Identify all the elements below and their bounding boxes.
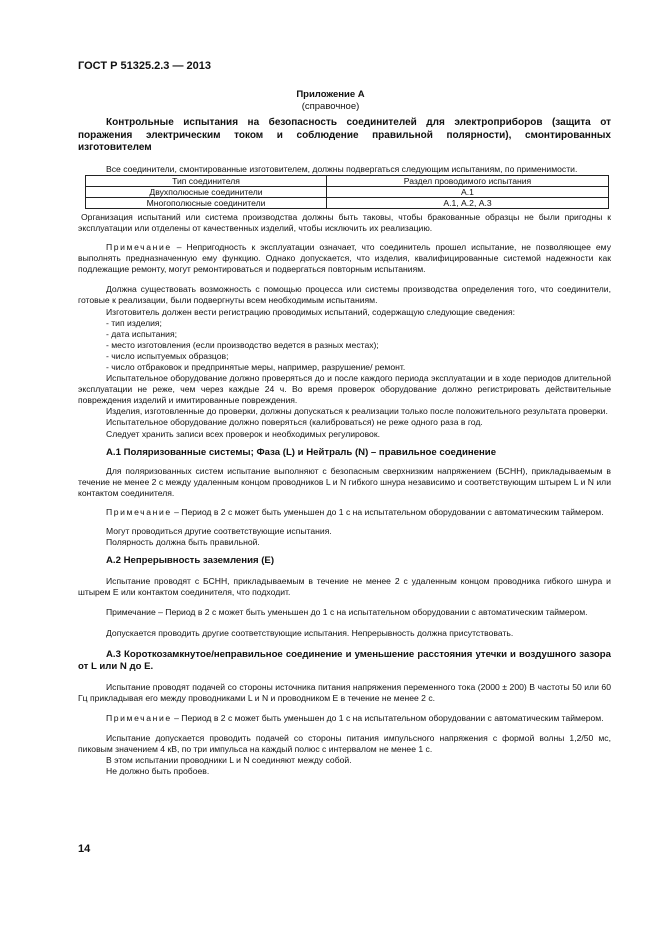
table-cell: Многополюсные соединители bbox=[86, 197, 327, 208]
note-text: – Период в 2 с может быть уменьшен до 1 с на испытательном оборудовании с автоматическим таймером. bbox=[171, 712, 604, 723]
list-item: - дата испытания; bbox=[106, 328, 177, 339]
list-item: - число испытуемых образцов; bbox=[106, 350, 229, 361]
appendix-title: Приложение А bbox=[296, 89, 365, 100]
test-table bbox=[85, 175, 609, 209]
calibration-paragraph: Испытательное оборудование должно поверяться (калиброваться) не реже одного раза в год. bbox=[106, 417, 483, 428]
registration-paragraph: Изготовитель должен вести регистрацию проводимых испытаний, содержащую следующие сведения: bbox=[106, 306, 515, 317]
items-paragraph: Изделия, изготовленные до проверки, должны допускаться к реализации только после положительного результата проверки. bbox=[106, 406, 608, 417]
section-a1-note bbox=[78, 507, 611, 518]
table-cell: А.1 bbox=[327, 186, 609, 197]
table-header-row bbox=[86, 175, 609, 186]
section-a2-paragraph: Испытание проводят с БСНН, прикладываемым в течение не менее 2 с удаленным концом проводника гибкого шнура и штырем Е или контактом соединителя, что подходит. bbox=[78, 576, 611, 598]
note-label: Примечание bbox=[106, 506, 172, 517]
list-item: - место изготовления (если производство ведется в разных местах); bbox=[106, 339, 379, 350]
table-header-cell: Тип соединителя bbox=[86, 175, 327, 186]
list-item: - тип изделия; bbox=[106, 317, 162, 328]
section-a1-paragraph: Для поляризованных систем испытание выполняют с безопасным сверхнизким напряжением (БСНН), прикладываемым в течение не менее 2 с между удаленным концом проводников L и N гибкого шнура независимо и соответствующим штырем L и N или контактом соединителя. bbox=[78, 465, 611, 498]
list-item: - число отбраковок и предпринятые меры, например, разрушение/ ремонт. bbox=[106, 362, 406, 372]
document-body bbox=[78, 117, 611, 777]
section-a3-paragraph: В этом испытании проводники L и N соединяют между собой. bbox=[106, 755, 352, 766]
organization-paragraph: Организация испытаний или система производства должны быть таковы, чтобы бракованные образцы не были пригодны к эксплуатации или отделены от качественных изделий, чтобы исключить их реализацию. bbox=[78, 211, 611, 233]
table-cell: А.1, А.2, А.3 bbox=[327, 197, 609, 208]
note-paragraph bbox=[78, 242, 611, 275]
table-row bbox=[86, 197, 609, 208]
table-row bbox=[86, 186, 609, 197]
equipment-paragraph: Испытательное оборудование должно проверяться до и после каждого периода эксплуатации и в ходе периодов длительной эксплуатации не реже, чем через каждые 24 ч. Во время проверок оборудование должно регистрировать действительные повреждения изделий и имитированные повреждения. bbox=[78, 373, 611, 406]
section-a1-paragraph: Полярность должна быть правильной. bbox=[106, 537, 260, 548]
section-a3-paragraph: Испытание проводят подачей со стороны источника питания напряжения переменного тока (2000 ± 200) В частоты 50 или 60 Гц прикладывая его между проводниками L и N и проводником Е в течение не менее 2 с. bbox=[78, 681, 611, 703]
system-paragraph: Должна существовать возможность с помощью процесса или системы производства определения того, что соединители, готовые к реализации, были подвергнуты всем необходимым испытаниям. bbox=[78, 284, 611, 306]
section-a3-note bbox=[78, 713, 611, 724]
note-label: Примечание bbox=[106, 712, 172, 723]
intro-paragraph: Все соединители, смонтированные изготовителем, должны подвергаться следующим испытаниям, по применимости. bbox=[106, 163, 578, 174]
note-label: Примечание bbox=[106, 242, 172, 253]
table-cell: Двухполюсные соединители bbox=[86, 186, 327, 197]
section-a1-paragraph: Могут проводиться другие соответствующие испытания. bbox=[106, 526, 332, 537]
records-paragraph: Следует хранить записи всех проверок и необходимых регулировок. bbox=[106, 428, 380, 439]
page-number: 14 bbox=[78, 843, 91, 855]
section-a3-paragraph: Не должно быть пробоев. bbox=[106, 766, 210, 777]
section-a3-title: А.3 Короткозамкнутое/неправильное соединение и уменьшение расстояния утечки и воздушного зазора от L или N до Е. bbox=[78, 648, 611, 672]
document-title: Контрольные испытания на безопасность соединителей для электроприборов (защита от поражения электрическим током и соблюдение правильной полярности), смонтированных изготовителем bbox=[78, 117, 611, 154]
note-text: – Непригодность к эксплуатации означает, что соединитель прошел испытание, не позволяющее ему выполнять предназначенную ему функцию. Однако допускается, что изделия, квалифицированные системой надежности как подлежащие ремонту, могут ремонтироваться и подвергаться повторным испытаниям. bbox=[78, 242, 611, 275]
standard-header: ГОСТ Р 51325.2.3 — 2013 bbox=[78, 60, 212, 72]
section-a2-title: А.2 Непрерывность заземления (Е) bbox=[106, 555, 275, 567]
registration-list bbox=[78, 318, 611, 373]
section-a2-paragraph: Допускается проводить другие соответствующие испытания. Непрерывность должна присутствовать. bbox=[106, 627, 514, 638]
section-a3-paragraph: Испытание допускается проводить подачей со стороны питания импульсного напряжения с формой волны 1,2/50 мс, пиковым значением 4 кВ, по три импульса на каждый полюс с интервалом не менее 1 с. bbox=[78, 732, 611, 754]
section-a1-title: А.1 Поляризованные системы; Фаза (L) и Нейтраль (N) – правильное соединение bbox=[106, 446, 497, 458]
appendix-subtitle: (справочное) bbox=[301, 101, 360, 112]
section-a2-note: Примечание – Период в 2 с может быть уменьшен до 1 с на испытательном оборудовании с автоматическим таймером. bbox=[106, 607, 588, 618]
note-text: – Период в 2 с может быть уменьшен до 1 с на испытательном оборудовании с автоматическим таймером. bbox=[171, 506, 604, 517]
table-header-cell: Раздел проводимого испытания bbox=[327, 175, 609, 186]
